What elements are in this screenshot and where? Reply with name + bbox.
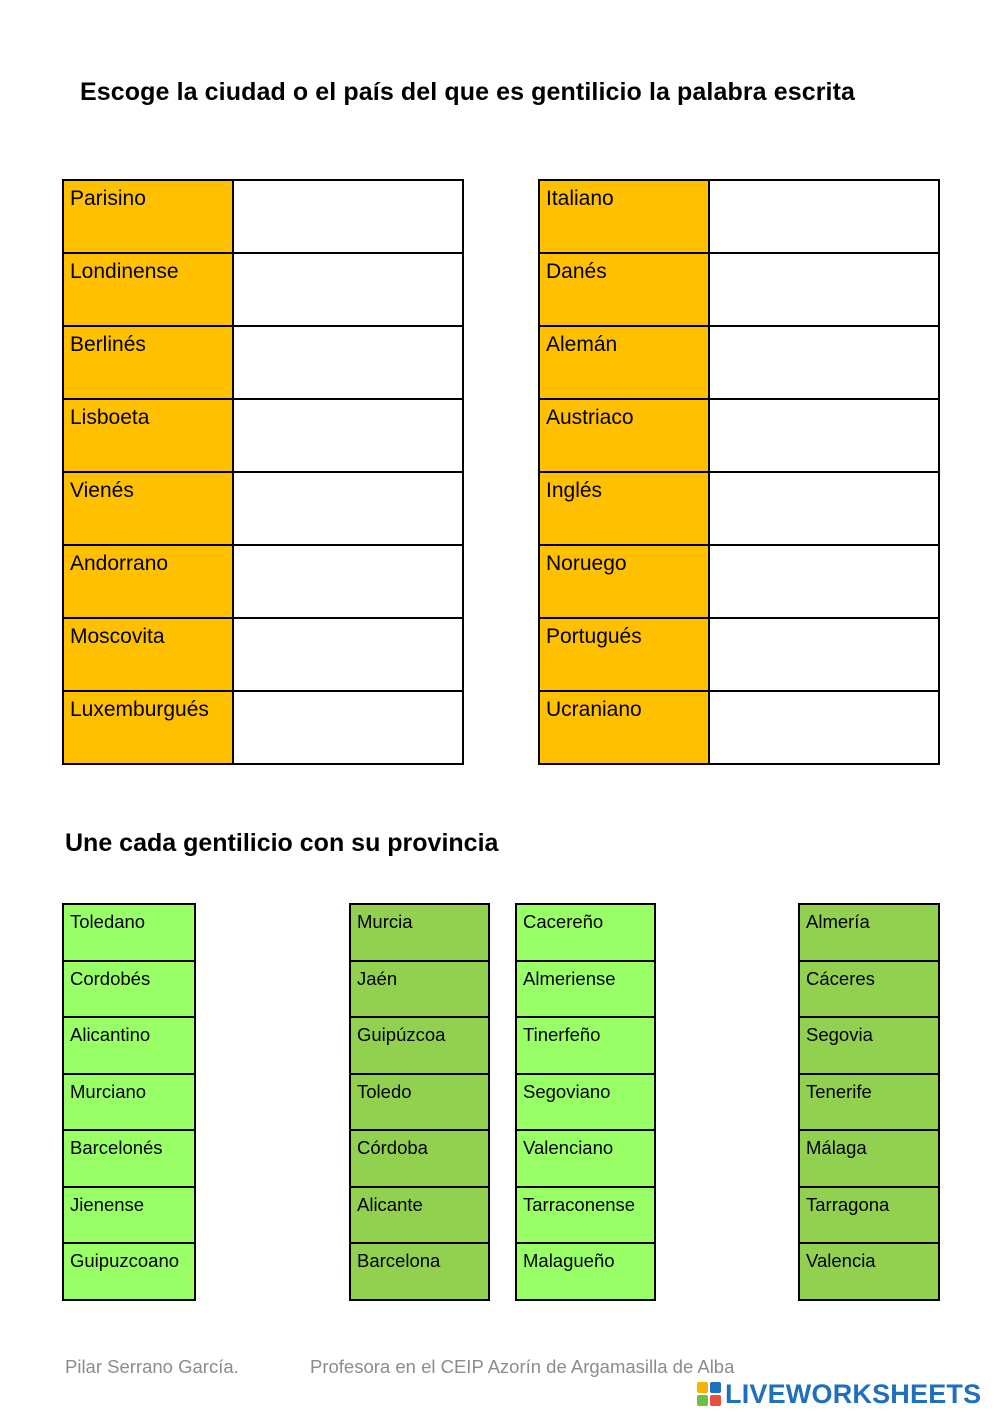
answer-cell[interactable] — [233, 691, 463, 764]
match-item[interactable]: Toledo — [350, 1074, 489, 1131]
table-row — [63, 961, 195, 1018]
answer-cell[interactable] — [233, 472, 463, 545]
gentilicio-word: Lisboeta — [63, 399, 233, 472]
table-row — [516, 961, 655, 1018]
table-row — [63, 180, 463, 253]
gentilicio-word: Moscovita — [63, 618, 233, 691]
answer-cell[interactable] — [233, 545, 463, 618]
table-row — [63, 904, 195, 961]
answer-cell[interactable] — [233, 180, 463, 253]
match-item[interactable]: Murciano — [63, 1074, 195, 1131]
gentilicio-word: Noruego — [539, 545, 709, 618]
match-item[interactable]: Cordobés — [63, 961, 195, 1018]
match-column-gentilicios-2 — [515, 903, 656, 1301]
answer-cell[interactable] — [709, 253, 939, 326]
table-row — [63, 253, 463, 326]
table-row — [516, 1017, 655, 1074]
gentilicio-word: Berlinés — [63, 326, 233, 399]
match-item[interactable]: Málaga — [799, 1130, 939, 1187]
answer-cell[interactable] — [709, 691, 939, 764]
answer-cell[interactable] — [709, 618, 939, 691]
liveworksheets-logo-text: LIVEWORKSHEETS — [725, 1378, 982, 1409]
match-item[interactable]: Murcia — [350, 904, 489, 961]
table-row — [799, 904, 939, 961]
gentilicio-word: Luxemburgués — [63, 691, 233, 764]
table-row — [63, 691, 463, 764]
liveworksheets-logo[interactable] — [697, 1380, 981, 1408]
table-row — [539, 691, 939, 764]
answer-cell[interactable] — [709, 399, 939, 472]
table-row — [63, 1130, 195, 1187]
table-row — [516, 904, 655, 961]
match-column-provincias-1 — [349, 903, 490, 1301]
table-row — [350, 1187, 489, 1244]
table-row — [63, 1074, 195, 1131]
match-item[interactable]: Córdoba — [350, 1130, 489, 1187]
answer-cell[interactable] — [709, 180, 939, 253]
table-row — [516, 1243, 655, 1300]
table-row — [63, 326, 463, 399]
match-item[interactable]: Alicantino — [63, 1017, 195, 1074]
table-row — [539, 326, 939, 399]
gentilicio-word: Austriaco — [539, 399, 709, 472]
match-item[interactable]: Segoviano — [516, 1074, 655, 1131]
match-item[interactable]: Guipuzcoano — [63, 1243, 195, 1300]
match-item[interactable]: Barcelonés — [63, 1130, 195, 1187]
table-row — [63, 399, 463, 472]
match-item[interactable]: Valencia — [799, 1243, 939, 1300]
match-item[interactable]: Valenciano — [516, 1130, 655, 1187]
answer-cell[interactable] — [709, 472, 939, 545]
table-row — [350, 1243, 489, 1300]
table-row — [539, 180, 939, 253]
answer-cell[interactable] — [233, 399, 463, 472]
match-item[interactable]: Segovia — [799, 1017, 939, 1074]
table-row — [63, 1243, 195, 1300]
gentilicio-word: Alemán — [539, 326, 709, 399]
table-row — [350, 904, 489, 961]
table-row — [539, 618, 939, 691]
table-row — [799, 1243, 939, 1300]
match-item[interactable]: Tenerife — [799, 1074, 939, 1131]
match-item[interactable]: Tarragona — [799, 1187, 939, 1244]
table-row — [516, 1187, 655, 1244]
table-row — [350, 961, 489, 1018]
gentilicio-word: Inglés — [539, 472, 709, 545]
match-item[interactable]: Guipúzcoa — [350, 1017, 489, 1074]
match-item[interactable]: Malagueño — [516, 1243, 655, 1300]
match-item[interactable]: Cacereño — [516, 904, 655, 961]
table-row — [63, 545, 463, 618]
match-item[interactable]: Jaén — [350, 961, 489, 1018]
match-item[interactable]: Almeriense — [516, 961, 655, 1018]
match-column-gentilicios-1 — [62, 903, 196, 1301]
table-row — [516, 1074, 655, 1131]
gentilicio-word: Danés — [539, 253, 709, 326]
match-item[interactable]: Alicante — [350, 1187, 489, 1244]
match-item[interactable]: Almería — [799, 904, 939, 961]
table-row — [799, 1130, 939, 1187]
match-item[interactable]: Tarraconense — [516, 1187, 655, 1244]
table-row — [63, 618, 463, 691]
table-row — [350, 1074, 489, 1131]
gentilicio-word: Ucraniano — [539, 691, 709, 764]
table-row — [63, 1017, 195, 1074]
gentilicio-table-right — [538, 179, 940, 765]
table-row — [63, 472, 463, 545]
liveworksheets-logo-icon — [697, 1382, 721, 1406]
match-item[interactable]: Tinerfeño — [516, 1017, 655, 1074]
table-row — [539, 399, 939, 472]
match-item[interactable]: Jienense — [63, 1187, 195, 1244]
table-row — [539, 472, 939, 545]
table-row — [539, 545, 939, 618]
table-row — [799, 1074, 939, 1131]
exercise-1-title: Escoge la ciudad o el país del que es gentilicio la palabra escrita — [80, 78, 856, 106]
table-row — [516, 1130, 655, 1187]
table-row — [350, 1130, 489, 1187]
match-item[interactable]: Cáceres — [799, 961, 939, 1018]
answer-cell[interactable] — [709, 326, 939, 399]
answer-cell[interactable] — [233, 326, 463, 399]
table-row — [63, 1187, 195, 1244]
footer-author: Pilar Serrano García. — [65, 1356, 239, 1377]
answer-cell[interactable] — [233, 618, 463, 691]
match-item[interactable]: Barcelona — [350, 1243, 489, 1300]
gentilicio-table-left — [62, 179, 464, 765]
gentilicio-word: Italiano — [539, 180, 709, 253]
exercise-2-title: Une cada gentilicio con su provincia — [65, 829, 499, 857]
table-row — [799, 1187, 939, 1244]
gentilicio-word: Portugués — [539, 618, 709, 691]
answer-cell[interactable] — [233, 253, 463, 326]
gentilicio-word: Andorrano — [63, 545, 233, 618]
gentilicio-word: Londinense — [63, 253, 233, 326]
gentilicio-word: Parisino — [63, 180, 233, 253]
footer-role: Profesora en el CEIP Azorín de Argamasilla de Alba — [310, 1356, 735, 1377]
table-row — [799, 1017, 939, 1074]
gentilicio-word: Vienés — [63, 472, 233, 545]
table-row — [539, 253, 939, 326]
answer-cell[interactable] — [709, 545, 939, 618]
table-row — [799, 961, 939, 1018]
table-row — [350, 1017, 489, 1074]
match-item[interactable]: Toledano — [63, 904, 195, 961]
match-column-provincias-2 — [798, 903, 940, 1301]
